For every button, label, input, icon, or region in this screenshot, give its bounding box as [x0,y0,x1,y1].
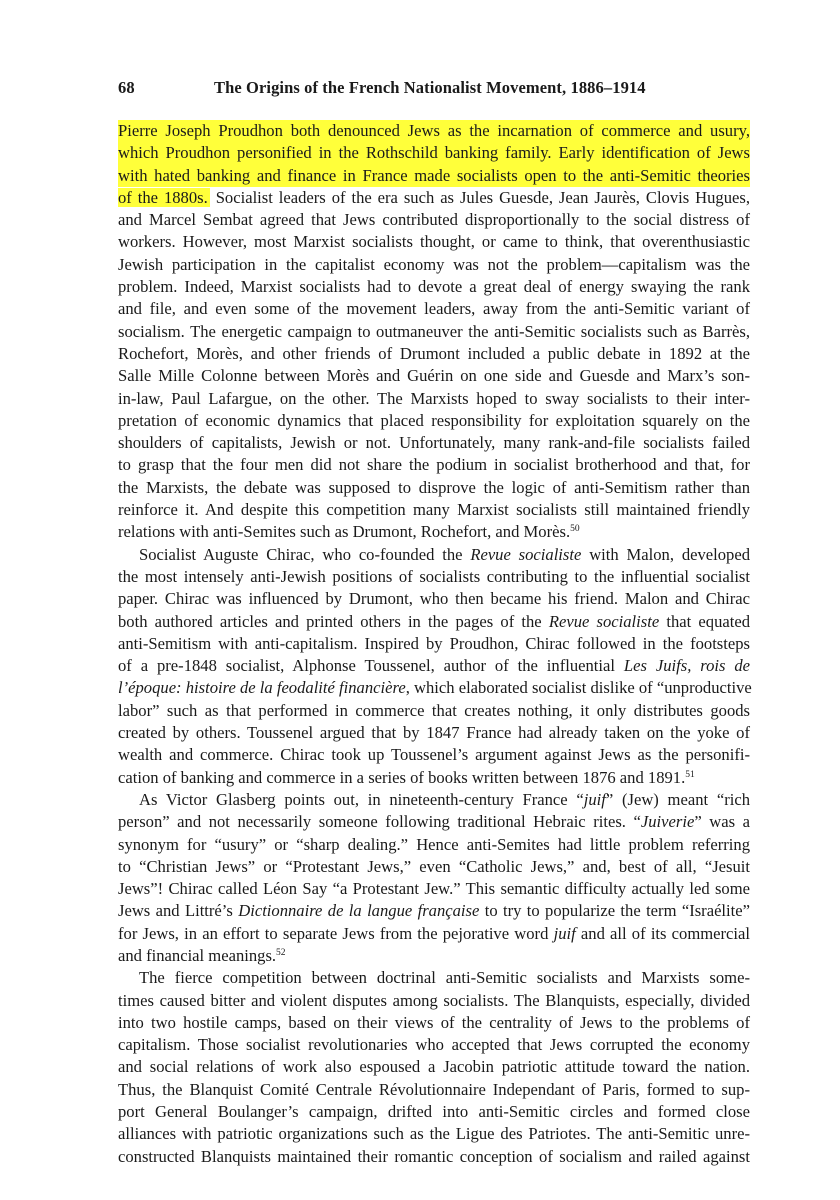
line-text: port General Boulanger’s campaign, drifted into anti-Semitic circles and formed close [118,1102,750,1122]
line-text: and social relations of work also espoused a Jacobin patriotic attitude toward the nation. [118,1057,750,1077]
line-text: cation of banking and commerce in a series of books written between 1876 and 1891. [118,767,686,787]
line-text: ” (Jew) meant “rich [605,789,750,809]
line-text: both authored articles and printed others in the pages of the [118,611,549,631]
line-text: labor” such as that performed in commerce that creates nothing, it only distributes goods [118,700,750,720]
line-text: Jews and Littré’s [118,901,239,921]
line-text: Rochefort, Morès, and other friends of Drumont included a public debate in 1892 at the [118,343,750,363]
text-line [118,655,750,677]
line-text: of a pre-1848 socialist, Alphonse Toussenel, author of the influential [118,656,624,676]
line-text: As Victor Glasberg points out, in nineteenth-century France “ [139,789,584,809]
line-text: relations with anti-Semites such as Drumont, Rochefort, and Morès. [118,522,571,542]
text-line [118,521,750,543]
body-text [118,120,750,1168]
paragraph [118,544,750,789]
footnote-marker: 50 [570,524,580,535]
text-line [118,499,750,521]
line-text: synonym for “usury” or “sharp dealing.” Hence anti-Semites had little problem referring [118,834,750,854]
text-line [118,990,750,1012]
text-line [118,878,750,900]
paragraph [118,967,750,1168]
page-number: 68 [118,78,135,97]
line-text: in-law, Paul Lafargue, on the other. The Marxists hoped to sway socialists to their inter- [118,388,750,408]
line-text: person” and not necessarily someone following traditional Hebraic rites. “ [118,812,641,832]
text-line [118,611,750,633]
text-line [118,588,750,610]
line-text: times caused bitter and violent disputes among socialists. The Blanquists, especially, divided [118,990,750,1010]
line-text: alliances with patriotic organizations such as the Ligue des Patriotes. The anti-Semitic unre- [118,1124,750,1144]
line-text: and all of its commercial [575,923,750,943]
line-text: , which elaborated socialist dislike of “unproductive [405,678,752,698]
text-line [118,1056,750,1078]
text-line [118,633,750,655]
text-line [118,298,750,320]
line-text: Jewish participation in the capitalist economy was not the problem—capitalism was the [118,254,750,274]
text-line [118,856,750,878]
text-line [118,1146,750,1168]
line-text: Pierre Joseph Proudhon both denounced Jews as the incarnation of commerce and usury, [118,121,750,140]
highlighted-line [118,120,750,142]
text-line [118,410,750,432]
line-text: wealth and commerce. Chirac took up Toussenel’s argument against Jews as the personifi- [118,745,750,765]
line-text: The fierce competition between doctrinal anti-Semitic socialists and Marxists some- [139,968,750,988]
line-text: constructed Blanquists maintained their romantic conception of socialism and railed against [118,1146,750,1166]
line-text: to “Christian Jews” or “Protestant Jews,” even “Catholic Jews,” and, best of all, “Jesuit [118,856,750,876]
text-line [118,209,750,231]
italic-title: Juiverie [640,812,695,832]
line-text: with Malon, developed [581,544,751,564]
text-line [118,365,750,387]
text-line [118,1034,750,1056]
line-text: Thus, the Blanquist Comité Centrale Révolutionnaire Independant of Paris, formed to sup- [118,1079,750,1099]
line-text: ” was a [694,812,750,832]
line-text: problem. Indeed, Marxist socialists had to devote a great deal of energy swaying the rank [118,277,750,297]
line-text: for Jews, in an effort to separate Jews from the pejorative word [118,923,554,943]
highlighted-text: of the 1880s. [118,187,208,207]
line-text: shoulders of capitalists, Jewish or not. Unfortunately, many rank-and-file socialists failed [118,433,750,453]
line-text: which Proudhon personified in the Rothschild banking family. Early identification of Jews [118,143,750,163]
text-line [118,477,750,499]
line-text: Jews”! Chirac called Léon Say “a Protestant Jew.” This semantic difficulty actually led some [118,879,750,899]
text-line [118,343,750,365]
italic-title: juif [583,789,606,809]
line-text: reinforce it. And despite this competition many Marxist socialists still maintained friendly [118,500,750,520]
text-line [118,900,750,922]
line-text: workers. However, most Marxist socialists thought, or came to think, that overenthusiastic [118,232,750,252]
text-line [118,388,750,410]
line-text: anti-Semitism with anti-capitalism. Inspired by Proudhon, Chirac followed in the footsteps [118,633,750,653]
text-line [118,454,750,476]
italic-title: Dictionnaire de la langue française [238,901,480,921]
line-text: and file, and even some of the movement leaders, away from the anti-Semitic variant of [118,299,750,319]
line-text: to try to popularize the term “Israélite” [479,901,750,921]
italic-title: juif [553,923,576,943]
text-line [118,1101,750,1123]
text-line [118,967,750,989]
paragraph [118,120,750,544]
line-text: pretation of economic dynamics that placed responsibility for exploitation squarely on the [118,410,750,430]
text-line [118,677,750,699]
line-text: that equated [659,611,751,631]
text-line [118,321,750,343]
text-line [118,744,750,766]
line-text: and Marcel Sembat agreed that Jews contributed disproportionally to the social distress of [118,210,750,230]
line-text: to grasp that the four men did not share the podium in socialist brotherhood and that, for [118,455,750,475]
footnote-marker: 51 [685,769,695,780]
line-text: Salle Mille Colonne between Morès and Guérin on one side and Guesde and Marx’s son- [118,366,750,386]
line-text: created by others. Toussenel argued that by 1847 France had already taken on the yoke of [118,723,750,743]
line-text: and financial meanings. [118,945,277,965]
paragraph [118,789,750,967]
italic-title: Revue socialiste [548,611,660,631]
line-text: capitalism. Those socialist revolutionaries who accepted that Jews corrupted the economy [118,1035,750,1055]
text-line [118,544,750,566]
highlighted-line [118,165,750,187]
line-text: Socialist Auguste Chirac, who co-founded the [139,544,471,564]
text-line [118,789,750,811]
line-text: paper. Chirac was influenced by Drumont, who then became his friend. Malon and Chirac [118,589,750,609]
running-head [118,78,746,102]
text-line [118,834,750,856]
line-text: with hated banking and finance in France made socialists open to the anti-Semitic theories [118,165,750,185]
running-title: The Origins of the French Nationalist Movement, 1886–1914 [214,78,646,97]
line-text: Socialist leaders of the era such as Jules Guesde, Jean Jaurès, Clovis Hugues, [209,187,750,207]
text-line [118,187,750,209]
text-line [118,923,750,945]
line-text: into two hostile camps, based on their views of the centrality of Jews to the problems of [118,1012,750,1032]
text-line [118,811,750,833]
text-line [118,231,750,253]
footnote-marker: 52 [276,947,286,958]
text-line [118,254,750,276]
line-text: the most intensely anti-Jewish positions of socialists contributing to the influential socialist [118,566,750,586]
italic-title: Revue socialiste [470,544,582,564]
italic-title: l’époque: histoire de la feodalité financière [118,678,406,698]
text-line [118,945,750,967]
line-text: socialism. The energetic campaign to outmaneuver the anti-Semitic socialists such as Barrès, [118,321,750,341]
text-line [118,700,750,722]
line-text: the Marxists, the debate was supposed to disprove the logic of anti-Semitism rather than [118,477,750,497]
text-line [118,1012,750,1034]
text-line [118,432,750,454]
highlighted-line [118,142,750,164]
text-line [118,767,750,789]
text-line [118,722,750,744]
text-line [118,566,750,588]
text-line [118,276,750,298]
italic-title: Les Juifs, rois de [623,656,750,676]
text-line [118,1079,750,1101]
text-line [118,1123,750,1145]
